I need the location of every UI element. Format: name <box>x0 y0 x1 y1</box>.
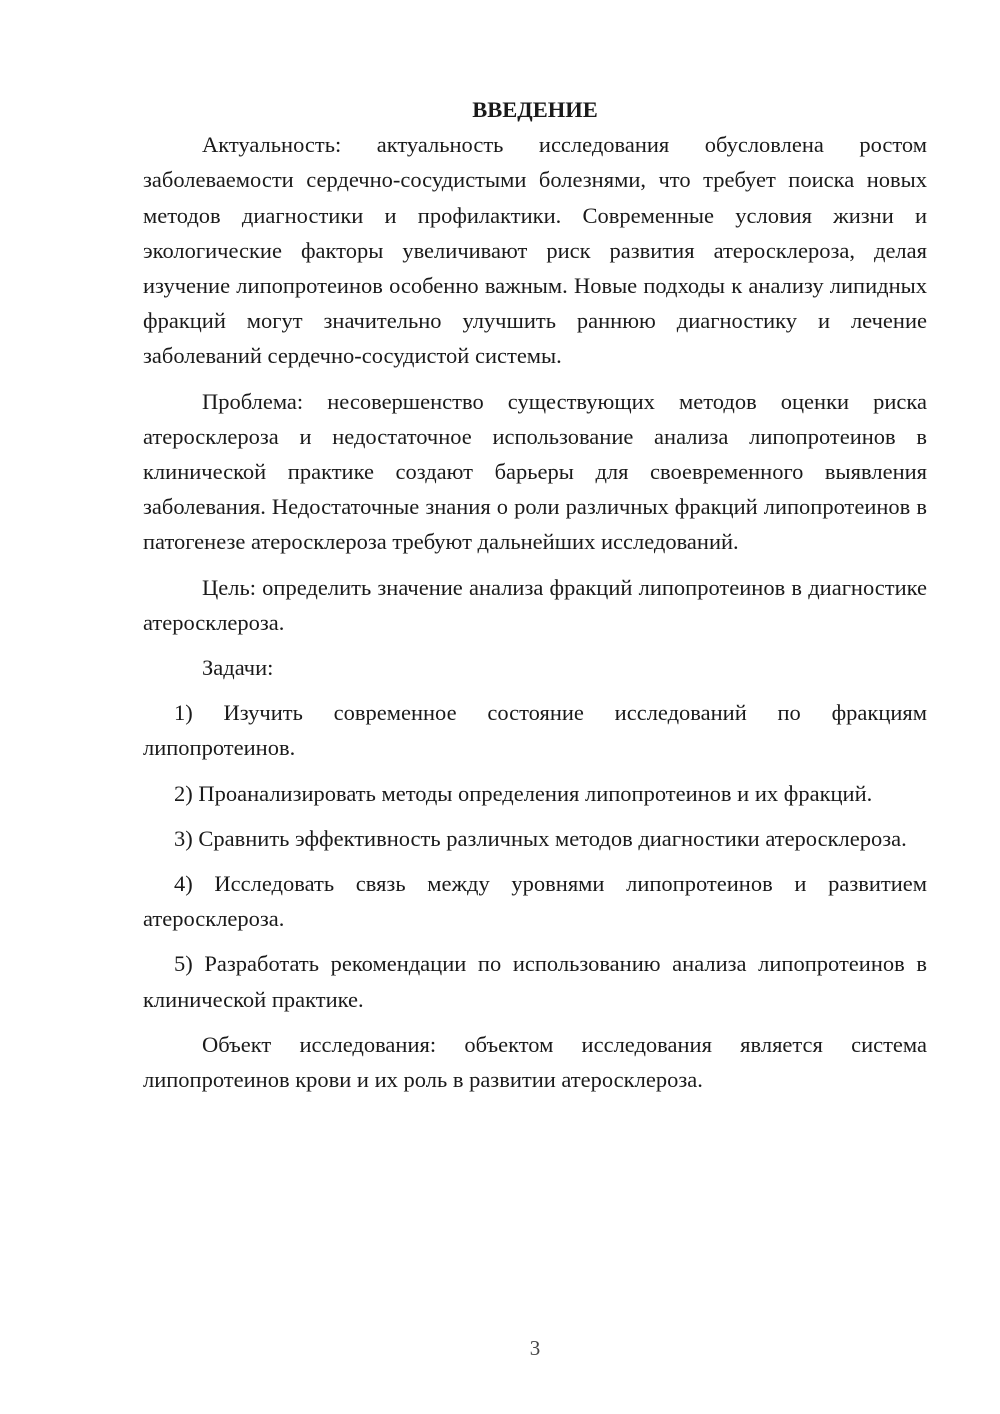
paragraph-goal: Цель: определить значение анализа фракций липопротеинов в диагностике атеросклероза. <box>143 574 927 635</box>
task-item-5: 5) Разработать рекомендации по использованию анализа липопротеинов в клинической практике. <box>143 951 927 1012</box>
paragraph-problem: Проблема: несовершенство существующих методов оценки риска атеросклероза и недостаточное использование анализа липопротеинов в клинической практике создают барьеры для своевременного выявления заболевания. Недостаточные знания о роли различных фракций липопротеинов в патогенезе атеросклероза требуют дальнейших исследований. <box>143 388 927 555</box>
task-item-3: 3) Сравнить эффективность различных методов диагностики атеросклероза. <box>174 825 907 851</box>
paragraph-tasks-heading: Задачи: <box>202 655 274 681</box>
paragraph-relevance: Актуальность: актуальность исследования обусловлена ростом заболеваемости сердечно-сосудистыми болезнями, что требует поиска новых методов диагностики и профилактики. Современные условия жизни и экологические факторы увеличивают риск развития атеросклероза, делая изучение липопротеинов особенно важным. Новые подходы к анализу липидных фракций могут значительно улучшить раннюю диагностику и лечение заболеваний сердечно-сосудистой системы. <box>143 132 927 369</box>
task-item-4: 4) Исследовать связь между уровнями липопротеинов и развитием атеросклероза. <box>143 871 927 932</box>
page-number: 3 <box>529 1336 541 1360</box>
task-item-2: 2) Проанализировать методы определения липопротеинов и их фракций. <box>174 780 873 806</box>
document-body <box>143 92 927 1097</box>
task-item-1: 1) Изучить современное состояние исследований по фракциям липопротеинов. <box>143 700 927 761</box>
paragraph-object: Объект исследования: объектом исследования является система липопротеинов крови и их роль в развитии атеросклероза. <box>143 1031 927 1093</box>
page-title: ВВЕДЕНИЕ <box>472 97 598 122</box>
